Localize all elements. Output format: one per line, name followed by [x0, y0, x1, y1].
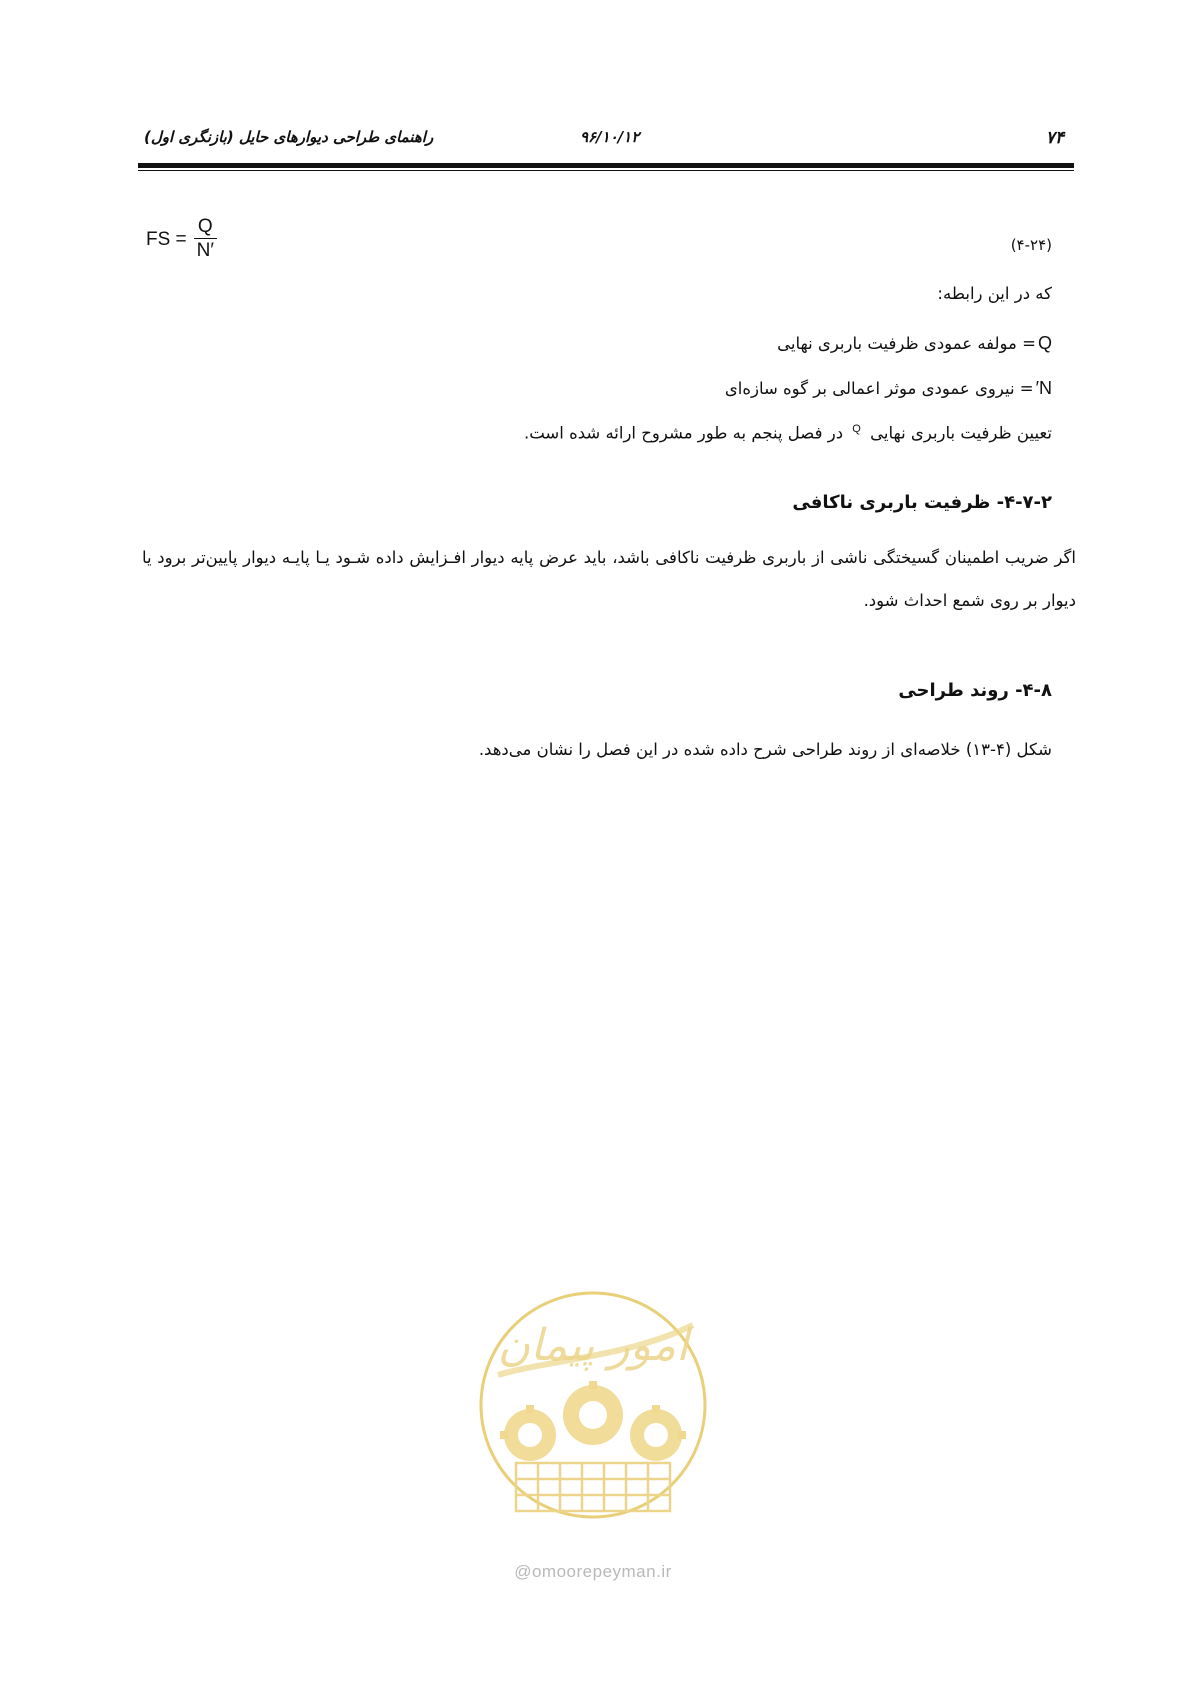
bearing-capacity-note — [524, 423, 1052, 443]
equation-numerator: Q — [194, 216, 217, 239]
equation-denominator: N′ — [196, 240, 214, 261]
definition-q — [777, 333, 1052, 354]
equation-lhs: FS = — [146, 228, 187, 250]
definitions-intro: که در این رابطه: — [937, 284, 1052, 303]
definition-q-text: = مولفه عمودی ظرفیت باربری نهایی — [777, 334, 1036, 353]
watermark-url: @omoorepeyman.ir — [514, 1562, 672, 1581]
section-4-7-2-paragraph: اگر ضریب اطمینان گسیختگی ناشی از باربری ظرفیت ناکافی باشد، باید عرض پایه دیوار افـزایش داده شـود یـا پایـه دیوار پایین‌تر برود یا دیوار بر روی شمع احداث شود. — [142, 548, 1076, 610]
note-symbol: Q — [852, 423, 861, 435]
note-before: تعیین ظرفیت باربری نهایی — [870, 423, 1052, 443]
watermark-seal-icon — [478, 1265, 708, 1545]
definition-n-symbol: N′ — [1035, 378, 1052, 398]
header-rule-thin — [138, 170, 1074, 171]
note-after: در فصل پنجم به طور مشروح ارائه شده است. — [523, 423, 844, 443]
page-header — [140, 128, 1076, 156]
equation-number: (۴-۲۴) — [1010, 236, 1052, 254]
definition-n — [725, 378, 1052, 399]
header-date: ۹۶/۱۰/۱۲ — [580, 128, 640, 146]
watermark-logo — [478, 1265, 708, 1545]
definition-n-text: = نیروی عمودی موثر اعمالی بر گوه سازه‌ای — [724, 379, 1034, 398]
page-number: ۷۴ — [1045, 128, 1064, 148]
equation-fraction — [193, 216, 218, 263]
equation-fs — [146, 216, 218, 263]
section-4-8-paragraph: شکل (۴-۱۳) خلاصه‌ای از روند طراحی شرح داده شده در این فصل را نشان می‌دهد. — [478, 740, 1052, 759]
section-heading-4-7-2: ۴-۷-۲- ظرفیت باربری ناکافی — [792, 492, 1052, 513]
header-rule-thick — [138, 163, 1074, 168]
definition-q-symbol: Q — [1037, 333, 1052, 353]
section-heading-4-8: ۴-۸- روند طراحی — [898, 680, 1052, 701]
header-title: راهنمای طراحی دیوارهای حایل (بازنگری اول) — [144, 128, 434, 146]
watermark-logo-text: امور پیمان — [497, 1320, 689, 1371]
